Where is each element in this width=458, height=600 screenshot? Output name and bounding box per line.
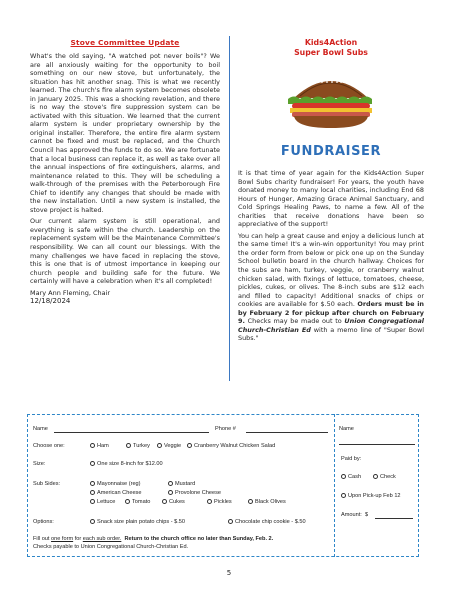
side-name-label: Name — [339, 426, 354, 432]
stove-title: Stove Committee Update — [70, 38, 180, 47]
memo-text: with a memo line of "Super Bowl Subs." — [238, 325, 424, 343]
side-name-field[interactable] — [339, 444, 415, 445]
sub-sandwich-illustration — [238, 58, 424, 142]
kids-paragraph-2-text: You can help a great cause and enjoy a delicious lunch at the same time! It's a win-win opportunity! You may print the order form from below or pick one up on the Sunday School bulletin board in the church hallway. Choices for the subs are ham, turkey, veggie, or cranberry walnut chicken salad, with fixings of lettuce, tomatoes, cheese, pickles, cukes, or olives. The 8-inch subs are $12 each and filled to capacity! Additional snacks of chips or cookies are available for $.50 each. — [238, 231, 424, 309]
radio-circle[interactable] — [90, 519, 95, 524]
stove-signature: Mary Ann Fleming, Chair — [30, 288, 111, 297]
column-divider — [229, 36, 230, 381]
radio-circle[interactable] — [341, 493, 346, 498]
amount-field[interactable] — [375, 518, 413, 519]
stove-paragraph-2: Our current alarm system is still operational, and everything is safe within the church. Leadership on the replacement system will be the Maintenance Committee's responsibility. We can all count our blessings. With the many challenges we have faced in replacing the stove, this is one that is of utmost importance in keeping our church people and building safe for the future. We certainly will have a celebration when it's all completed! — [30, 217, 220, 286]
side-american-cheese[interactable]: American Cheese — [90, 490, 141, 497]
radio-circle[interactable] — [207, 499, 212, 504]
radio-circle[interactable] — [125, 499, 130, 504]
name-label: Name — [33, 426, 48, 432]
radio-circle[interactable] — [90, 499, 95, 504]
side-cukes[interactable]: Cukes — [162, 499, 185, 506]
choice-veggie[interactable]: Veggie — [157, 443, 181, 450]
radio-circle[interactable] — [90, 481, 95, 486]
kids-paragraph-1: It is that time of year again for the Kids4Action Super Bowl Subs charity fundraiser! For years, the youth have donated money to many local charities, including End 68 Hours of Hunger, Amazing Grace Animal Sanctuary, and Cold Springs Healing Paws, to name a few. All of the charities that receive donations have been so appreciative of the support! — [238, 169, 424, 229]
choice-turkey[interactable]: Turkey — [126, 443, 150, 450]
side-lettuce[interactable]: Lettuce — [90, 499, 115, 506]
pay-check[interactable]: Check — [373, 474, 396, 481]
page-number: 5 — [226, 569, 232, 577]
radio-circle[interactable] — [248, 499, 253, 504]
order-form-divider — [334, 414, 335, 557]
order-deadline: Orders must be in by February 2 for pickup after church on February 9. — [238, 300, 424, 326]
phone-field[interactable] — [246, 432, 328, 433]
radio-circle[interactable] — [373, 474, 378, 479]
radio-circle[interactable] — [90, 443, 95, 448]
choice-cranberry-walnut[interactable]: Cranberry Walnut Chicken Salad — [187, 443, 275, 450]
name-field[interactable] — [54, 432, 209, 433]
side-pickles[interactable]: Pickles — [207, 499, 232, 506]
choice-ham[interactable]: Ham — [90, 443, 109, 450]
stove-article — [30, 38, 220, 306]
radio-circle[interactable] — [90, 490, 95, 495]
stove-body — [30, 52, 220, 286]
radio-circle[interactable] — [90, 461, 95, 466]
kids-paragraph-2 — [238, 232, 424, 343]
checks-text: Checks may be made out to — [247, 317, 342, 326]
option-cookie[interactable]: Chocolate chip cookie - $.50 — [228, 519, 306, 526]
sides-label: Sub Sides: — [33, 481, 61, 487]
stove-paragraph-1: What's the old saying, "A watched pot never boils"? We are all anxiously waiting for the opportunity to boil something on our new stove, but unfortunately, the situation has hit another snag. This is what we recently learned. The church's fire alarm system becomes obsolete in January 2025. This was a shocking revelation, and there is no way the stove's fire suppression system can be activated with this situation. We learned that the current alarm system is under proprietary ownership by the original installer. Therefore, the entire fire alarm system cannot be fixed and must be replaced, and the Church Council has approved the funds to do so. We are fortunate that a local business can replace it, as well as take over all the annual inspections of fire extinguishers, alarms, and maintenance related to this. They will be scheduling a walk-through of the premises with the Peterborough Fire Chief to identify any changes that should be made with the new installation. Until a new system is installed, the stove project is halted. — [30, 52, 220, 214]
size-label: Size: — [33, 461, 46, 467]
stove-date: 12/18/2024 — [30, 297, 71, 306]
form-footer-line1: Fill out one form for each sub order. Return to the church office no later than Sunday, Feb. 2. — [33, 536, 274, 542]
side-mayonnaise[interactable]: Mayonnaise (reg) — [90, 481, 141, 488]
fundraiser-heading: FUNDRAISER — [280, 144, 382, 159]
phone-label: Phone # — [215, 426, 236, 432]
radio-circle[interactable] — [168, 481, 173, 486]
radio-circle[interactable] — [341, 474, 346, 479]
side-mustard[interactable]: Mustard — [168, 481, 195, 488]
size-option[interactable]: One size 8-inch for $12.00 — [90, 461, 163, 468]
radio-circle[interactable] — [162, 499, 167, 504]
kids-title-line1: Kids4Action — [304, 38, 358, 47]
options-label: Options: — [33, 519, 54, 525]
side-tomato[interactable]: Tomato — [125, 499, 150, 506]
side-black-olives[interactable]: Black Olives — [248, 499, 286, 506]
kids-body — [238, 169, 424, 343]
option-chips[interactable]: Snack size plain potato chips - $.50 — [90, 519, 185, 526]
amount-value: $ — [364, 512, 369, 518]
payee: Union Congregational Church-Christian Ed — [238, 317, 425, 334]
radio-circle[interactable] — [168, 490, 173, 495]
form-footer-line2: Checks payable to Union Congregational Church-Christian Ed. — [33, 544, 189, 550]
radio-circle[interactable] — [187, 443, 192, 448]
choose-label: Choose one: — [33, 443, 65, 449]
side-provolone-cheese[interactable]: Provolone Cheese — [168, 490, 221, 497]
kids-title-line2: Super Bowl Subs — [294, 48, 368, 57]
paid-by-label: Paid by: — [341, 456, 362, 462]
kids4action-article — [238, 38, 424, 346]
radio-circle[interactable] — [126, 443, 131, 448]
radio-circle[interactable] — [228, 519, 233, 524]
amount-label: Amount: $ — [341, 512, 369, 518]
radio-circle[interactable] — [157, 443, 162, 448]
pay-cash[interactable]: Cash — [341, 474, 361, 481]
pay-upon-pickup[interactable]: Upon Pick-up Feb 12 — [341, 493, 401, 500]
